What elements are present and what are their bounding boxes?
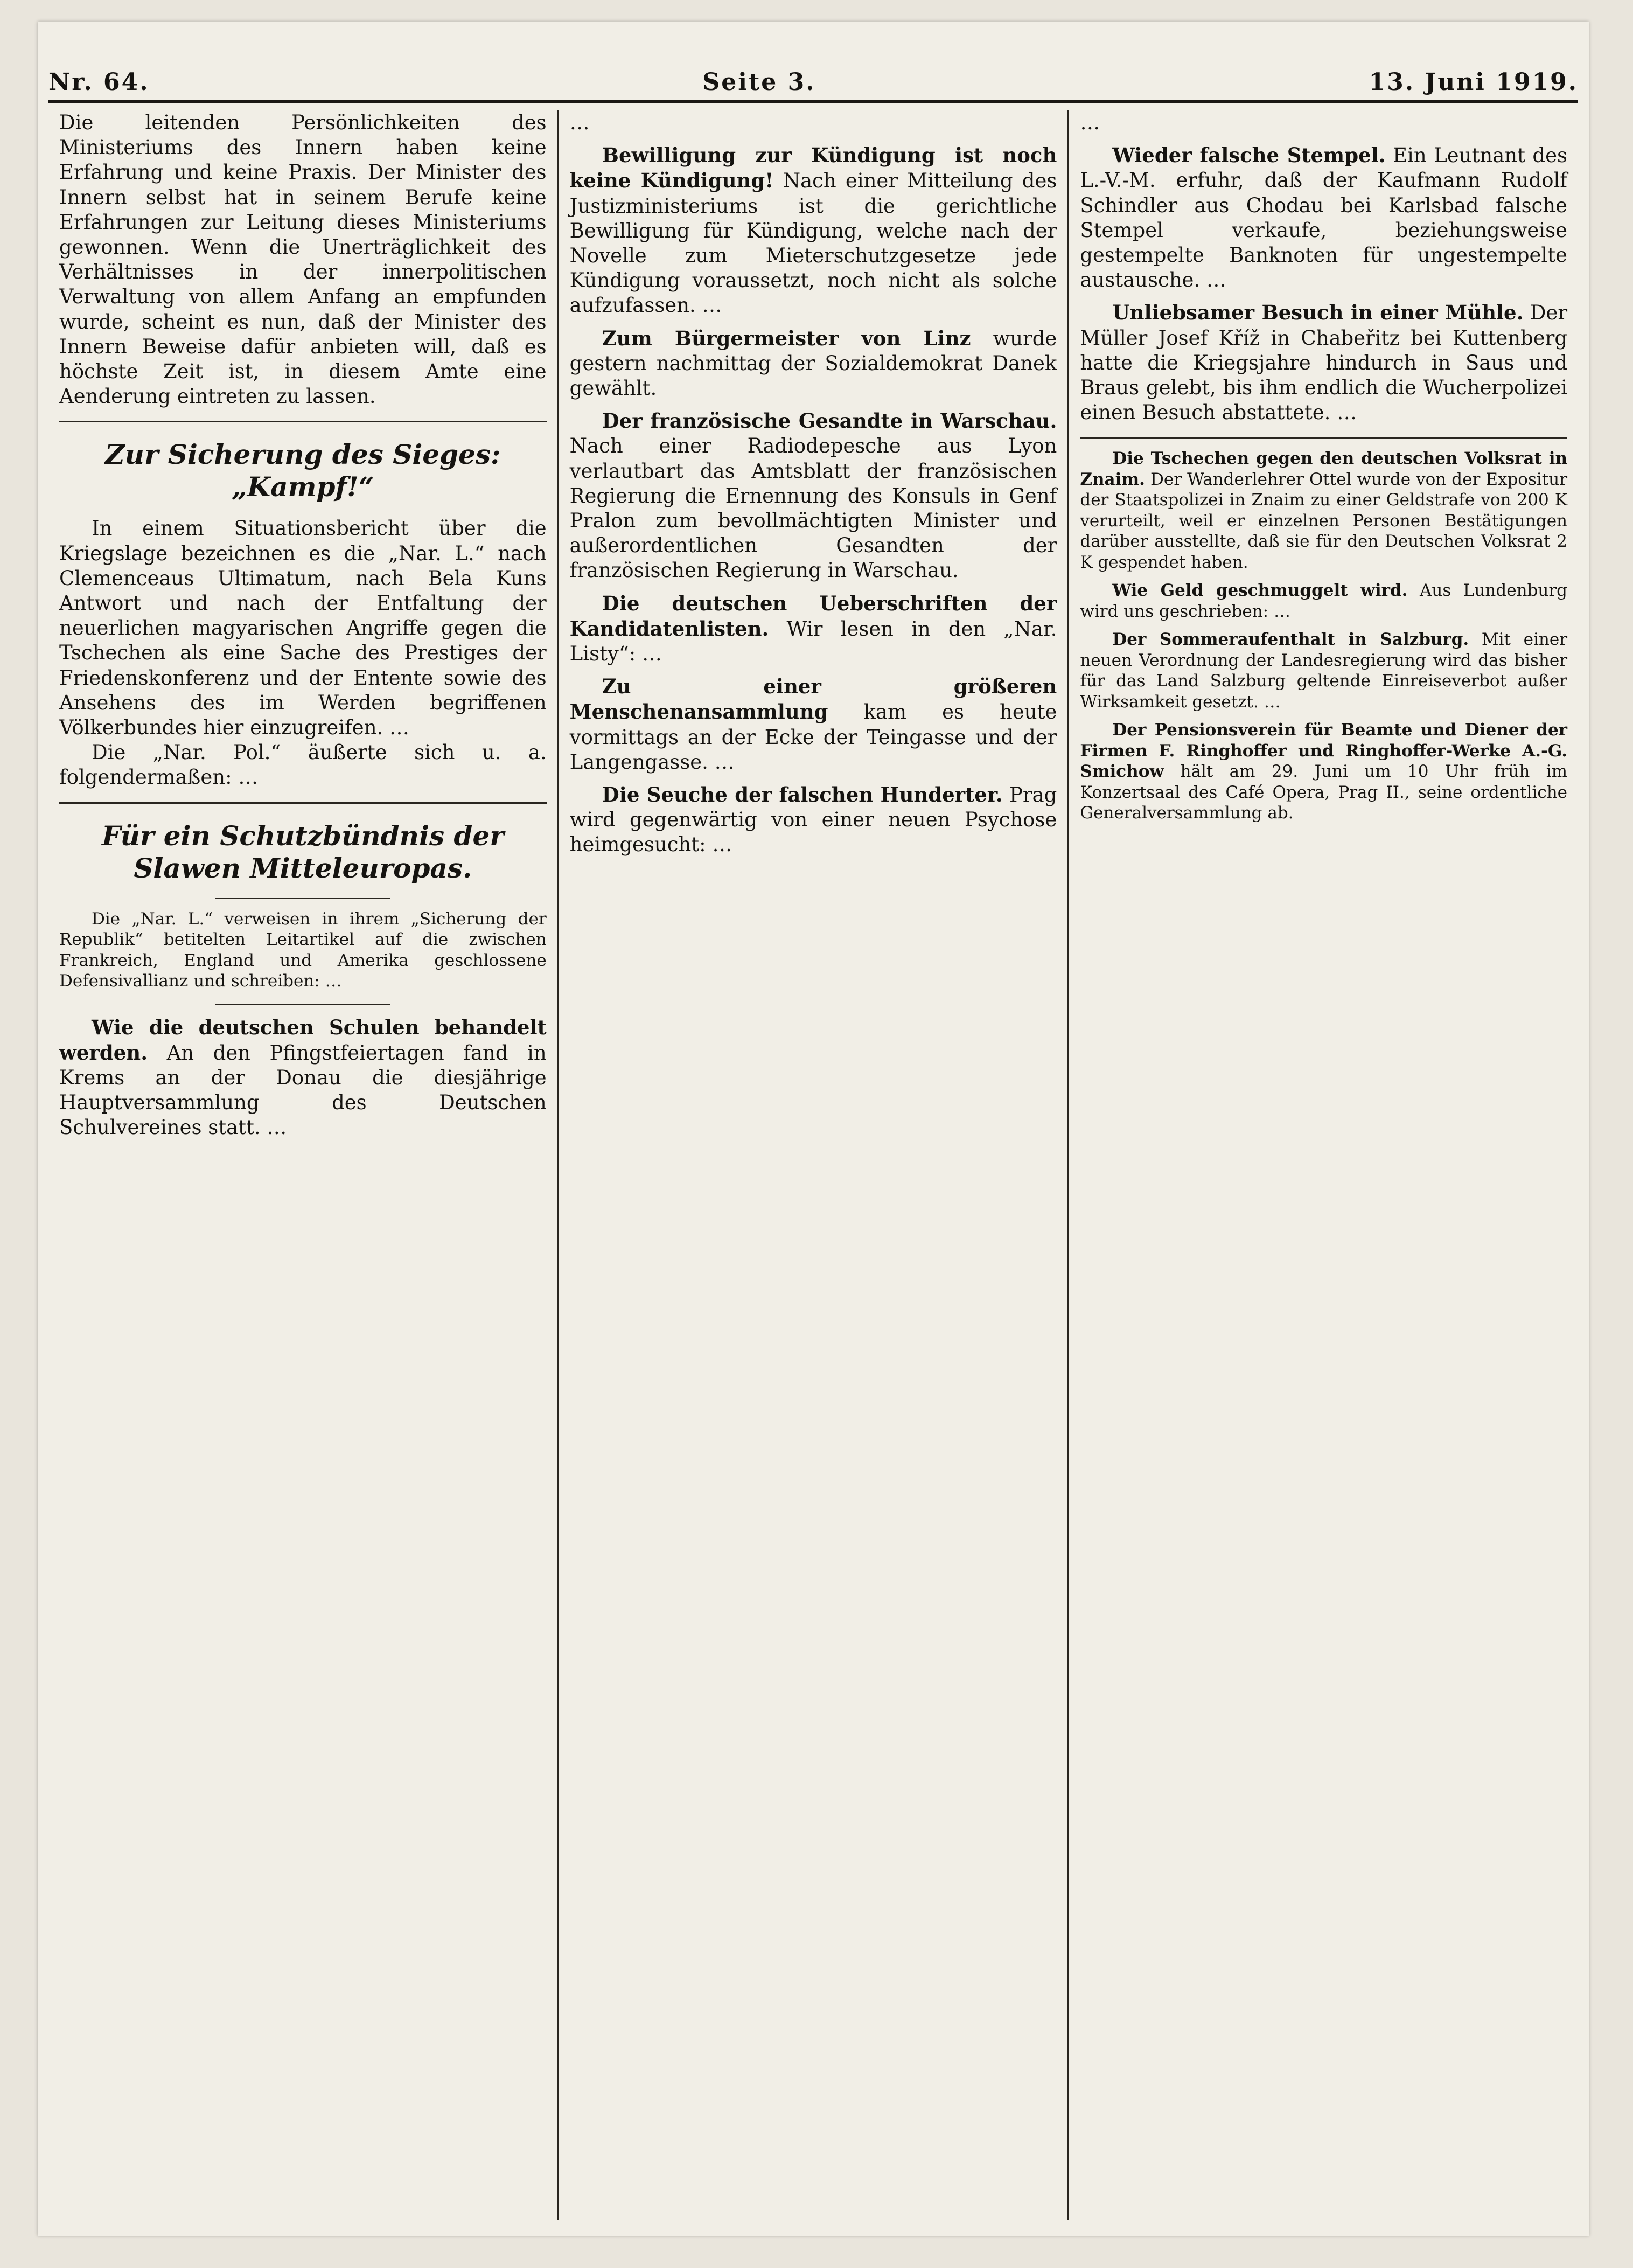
subhead-stempel: Wieder falsche Stempel. [1112,143,1386,168]
column-3 [1069,110,1578,2220]
paragraph: Die „Nar. Pol.“ äußerte sich u. a. folgendermaßen: … [59,741,547,789]
paragraph-stempel: Wieder falsche Stempel. Ein Leutnant des L.-V.-M. erfuhr, daß der Kaufmann Rudolf Schindler aus Chodau bei Karlsbad falsche Stempel verkaufe, beziehungsweise gestempelte Banknoten für ungestempelte austausche. … [1080,143,1568,292]
subhead-linz: Zum Bürgermeister von Linz [602,326,971,350]
issue-number: Nr. 64. [48,68,150,96]
paragraph: Die „Nar. L.“ verweisen in ihrem „Sicherung der Republik“ betitelten Leitartikel auf die zwischen Frankreich, England und Amerika geschlossene Defensivallianz und schreiben: … [59,909,547,991]
paragraph-linz: Zum Bürgermeister von Linz wurde gestern nachmittag der Sozialdemokrat Danek gewählt. [569,326,1057,400]
headline-schutzbuendnis: Für ein Schutzbündnis der Slawen Mitteleuropas. [101,819,504,884]
newspaper-page [38,22,1589,2236]
paragraph-geld: Wie Geld geschmuggelt wird. Aus Lundenburg wird uns geschrieben: … [1080,581,1568,621]
paragraph: In einem Situationsbericht über die Kriegslage bezeichnen es die „Nar. L.“ nach Clemenceaus Ultimatum, nach Bela Kuns Antwort und nach der Entfaltung der neuerlichen magyarischen Angriffe gegen die Tschechen als eine Sache des Prestiges der Friedenskonferenz und der Entente sowie des Ansehens des im Werden begriffenen Völkerbundes hier einzugreifen. … [59,517,547,740]
paragraph-kuendigung: Bewilligung zur Kündigung ist noch keine Kündigung! Nach einer Mitteilung des Justizministeriums ist die gerichtliche Bewilligung für Kündigung, welche nach der Novelle zum Mieterschutzgesetze jede Kündigung voraussetzt, noch nicht als solche aufzufassen. … [569,143,1057,317]
divider [1080,437,1567,439]
divider [59,802,547,804]
subhead-muehle: Unliebsamer Besuch in einer Mühle. [1112,301,1524,325]
column-2 [559,110,1070,2220]
page-header [48,53,1578,96]
issue-date: 13. Juni 1919. [1369,68,1578,96]
paragraph-continued: … [1080,111,1100,134]
paragraph-continued: … [569,111,590,134]
subhead-ueberschriften: Die deutschen Ueberschriften der Kandidatenlisten. [569,591,1057,641]
divider [59,421,547,422]
subhead-schulen: Wie die deutschen Schulen behandelt werden. [59,1015,547,1065]
subhead-menschenansammlung: Zu einer größeren Menschenansammlung [569,674,1057,724]
paragraph-sommeraufenthalt: Der Sommeraufenthalt in Salzburg. Mit einer neuen Verordnung der Landesregierung wird das bisher für das Land Salzburg geltende Einreiseverbot außer Wirksamkeit gesetzt. … [1080,630,1568,712]
paragraph-gesandte: Der französische Gesandte in Warschau. Nach einer Radiodepesche aus Lyon verlautbart das Amtsblatt der französischen Regierung die Ernennung des Konsuls in Genf Pralon zum bevollmächtigten Minister und außerordentlichen Gesandten der französischen Regierung in Warschau. [569,409,1057,582]
article-columns [48,110,1578,2220]
intro-paragraph: Die leitenden Persönlichkeiten des Ministeriums des Innern haben keine Erfahrung und keine Praxis. Der Minister des Innern selbst hat in seinem Berufe keine Erfahrungen zur Leitung dieses Ministeriums gewonnen. Wenn die Unerträglichkeit des Verhältnisses in der innerpolitischen Verwaltung von allem Anfang an empfunden wurde, scheint es nun, daß der Minister des Innern Beweise dafür anbieten will, daß es höchste Zeit ist, in diesem Amte eine Aenderung eintreten zu lassen. [59,111,547,408]
headline-kampf: Zur Sicherung des Sieges: „Kampf!“ [105,439,501,503]
subhead-geld: Wie Geld geschmuggelt wird. [1112,581,1408,601]
header-rule [48,100,1578,103]
paragraph-schulen: Wie die deutschen Schulen behandelt werden. An den Pfingstfeiertagen fand in Krems an der Donau die diesjährige Hauptversammlung des Deutschen Schulvereines statt. … [59,1015,547,1139]
divider [215,1004,391,1005]
paragraph-menschenansammlung: Zu einer größeren Menschenansammlung kam es heute vormittags an der Ecke der Teingasse und der Langengasse. … [569,674,1057,774]
paragraph-pensionsverein: Der Pensionsverein für Beamte und Diener der Firmen F. Ringhoffer und Ringhoffer-Werke A.-G. Smichow hält am 29. Juni um 10 Uhr früh im Konzertsaal des Café Opera, Prag II., seine ordentliche Generalversammlung ab. [1080,720,1568,823]
subhead-gesandte: Der französische Gesandte in Warschau. [602,409,1057,433]
column-1 [48,110,559,2220]
page-number: Seite 3. [702,68,816,96]
paragraph-muehle: Unliebsamer Besuch in einer Mühle. Der Müller Josef Kříž in Chabeřitz bei Kuttenberg hatte die Kriegsjahre hindurch in Saus und Braus gelebt, bis ihm endlich die Wucherpolizei einen Besuch abstattete. … [1080,301,1568,425]
subhead-znaim: Die Tschechen gegen den deutschen Volksrat in Znaim. [1080,449,1568,489]
subhead-pensionsverein: Der Pensionsverein für Beamte und Diener der Firmen F. Ringhoffer und Ringhoffer-Werke A.-G. Smichow [1080,720,1568,782]
paragraph-znaim: Die Tschechen gegen den deutschen Volksrat in Znaim. Der Wanderlehrer Ottel wurde von der Expositur der Staatspolizei in Znaim zu einer Geldstrafe von 200 K verurteilt, weil er einzelnen Personen Bestätigungen darüber ausstellte, daß sie für den Deutschen Volksrat 2 K gespendet haben. [1080,449,1568,572]
paragraph-ueberschriften: Die deutschen Ueberschriften der Kandidatenlisten. Wir lesen in den „Nar. Listy“: … [569,591,1057,666]
divider [215,898,391,899]
paragraph-hunderter: Die Seuche der falschen Hunderter. Prag wird gegenwärtig von einer neuen Psychose heimgesucht: … [569,783,1057,857]
subhead-sommeraufenthalt: Der Sommeraufenthalt in Salzburg. [1112,630,1469,650]
subhead-hunderter: Die Seuche der falschen Hunderter. [602,783,1003,807]
subhead-kuendigung: Bewilligung zur Kündigung ist noch keine Kündigung! [569,143,1057,193]
